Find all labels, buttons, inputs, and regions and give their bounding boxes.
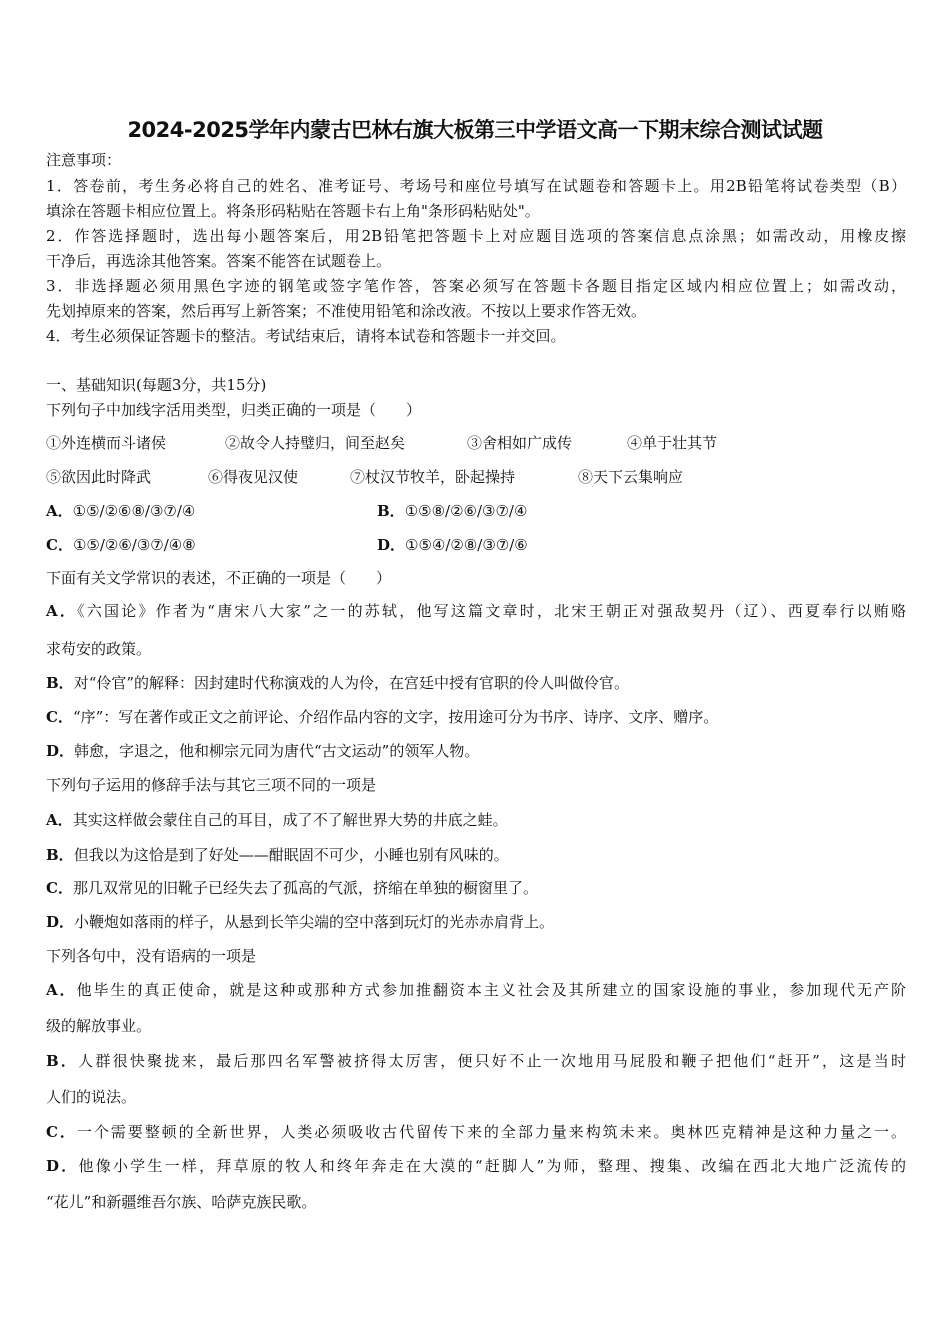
- q3-option-a[interactable]: A．其实这样做会蒙住自己的耳目，成了不了解世界大势的井底之蛙。: [46, 811, 508, 829]
- q1-item: ⑤欲因此时降武: [46, 468, 152, 486]
- q4-stem: 下列各句中，没有语病的一项是: [46, 947, 257, 965]
- notice-heading: 注意事项：: [46, 151, 122, 169]
- q1-item: ⑥得夜见汉使: [208, 468, 299, 486]
- q4-option-d[interactable]: D．他像小学生一样，拜草原的牧人和终年奔走在大漠的“赶脚人”为师，整理、搜集、改编在西北大地广泛流传的: [46, 1157, 907, 1175]
- q1-item: ④单于壮其节: [627, 434, 718, 452]
- notice-line: 2．作答选择题时，选出每小题答案后，用2B铅笔把答题卡上对应题目选项的答案信息点涂黑；如需改动，用橡皮擦: [46, 227, 906, 245]
- section-heading: 一、基础知识(每题3分，共15分): [46, 376, 267, 394]
- q2-option-c[interactable]: C．“序”：写在著作或正文之前评论、介绍作品内容的文字，按用途可分为书序、诗序、文序、赠序。: [46, 708, 719, 726]
- notice-line: 4．考生必须保证答题卡的整洁。考试结束后，请将本试卷和答题卡一并交回。: [46, 327, 566, 345]
- q4-option-c[interactable]: C．一个需要整顿的全新世界，人类必须吸收古代留传下来的全部力量来构筑未来。奥林匹克精神是这种力量之一。: [46, 1123, 906, 1141]
- q3-option-b[interactable]: B．但我以为这恰是到了好处——酣眠固不可少，小睡也别有风味的。: [46, 846, 509, 864]
- q4-option-a[interactable]: A．他毕生的真正使命，就是这种或那种方式参加推翻资本主义社会及其所建立的国家设施的事业，参加现代无产阶: [46, 981, 906, 999]
- q1-option-a[interactable]: A．①⑤/②⑥⑧/③⑦/④: [46, 502, 196, 520]
- q4-option-b-cont: 人们的说法。: [46, 1088, 137, 1106]
- q2-option-d[interactable]: D．韩愈，字退之，他和柳宗元同为唐代“古文运动”的领军人物。: [46, 742, 480, 760]
- q1-option-d[interactable]: D．①⑤④/②⑧/③⑦/⑥: [377, 536, 528, 554]
- page-title: 2024-2025学年内蒙古巴林右旗大板第三中学语文高一下期末综合测试试题: [127, 118, 823, 142]
- q3-stem: 下列句子运用的修辞手法与其它三项不同的一项是: [46, 776, 377, 794]
- notice-line: 3．非选择题必须用黑色字迹的钢笔或签字笔作答，答案必须写在答题卡各题目指定区域内相应位置上；如需改动，: [46, 277, 906, 295]
- q1-item: ②故令人持璧归，间至赵矣: [225, 434, 406, 452]
- q1-item: ⑦杖汉节牧羊，卧起操持: [350, 468, 516, 486]
- q3-option-d[interactable]: D．小鞭炮如落雨的样子，从悬到长竿尖端的空中落到玩灯的光赤赤肩背上。: [46, 913, 555, 931]
- q1-stem: 下列句子中加线字活用类型，归类正确的一项是（ ）: [46, 401, 422, 419]
- q1-option-c[interactable]: C．①⑤/②⑥/③⑦/④⑧: [46, 536, 196, 554]
- q4-option-b[interactable]: B．人群很快聚拢来，最后那四名军警被挤得太厉害，便只好不止一次地用马屁股和鞭子把他们“赶开”，这是当时: [46, 1052, 907, 1070]
- q4-option-a-cont: 级的解放事业。: [46, 1017, 152, 1035]
- q1-item: ⑧天下云集响应: [578, 468, 684, 486]
- notice-line: 先划掉原来的答案，然后再写上新答案；不准使用铅笔和涂改液。不按以上要求作答无效。: [46, 302, 647, 320]
- q2-option-a-cont: 求苟安的政策。: [46, 640, 152, 658]
- notice-line: 1．答卷前，考生务必将自己的姓名、准考证号、考场号和座位号填写在试题卷和答题卡上。用2B铅笔将试卷类型（B）: [46, 177, 906, 195]
- q2-option-b[interactable]: B．对“伶官”的解释：因封建时代称演戏的人为伶，在宫廷中授有官职的伶人叫做伶官。: [46, 674, 630, 692]
- q3-option-c[interactable]: C．那几双常见的旧靴子已经失去了孤高的气派，挤缩在单独的橱窗里了。: [46, 879, 538, 897]
- q1-item: ③舍相如广成传: [467, 434, 573, 452]
- q1-option-b[interactable]: B．①⑤⑧/②⑥/③⑦/④: [377, 502, 528, 520]
- q2-option-a[interactable]: A．《六国论》作者为“唐宋八大家”之一的苏轼，他写这篇文章时，北宋王朝正对强敌契丹（辽）、西夏奉行以贿赂: [46, 602, 907, 620]
- q4-option-d-cont: “花儿”和新疆维吾尔族、哈萨克族民歌。: [46, 1193, 317, 1211]
- notice-line: 干净后，再选涂其他答案。答案不能答在试题卷上。: [46, 252, 392, 270]
- q1-item: ①外连横而斗诸侯: [46, 434, 167, 452]
- notice-line: 填涂在答题卡相应位置上。将条形码粘贴在答题卡右上角"条形码粘贴处"。: [46, 202, 540, 220]
- q2-stem: 下面有关文学常识的表述，不正确的一项是（ ）: [46, 569, 392, 587]
